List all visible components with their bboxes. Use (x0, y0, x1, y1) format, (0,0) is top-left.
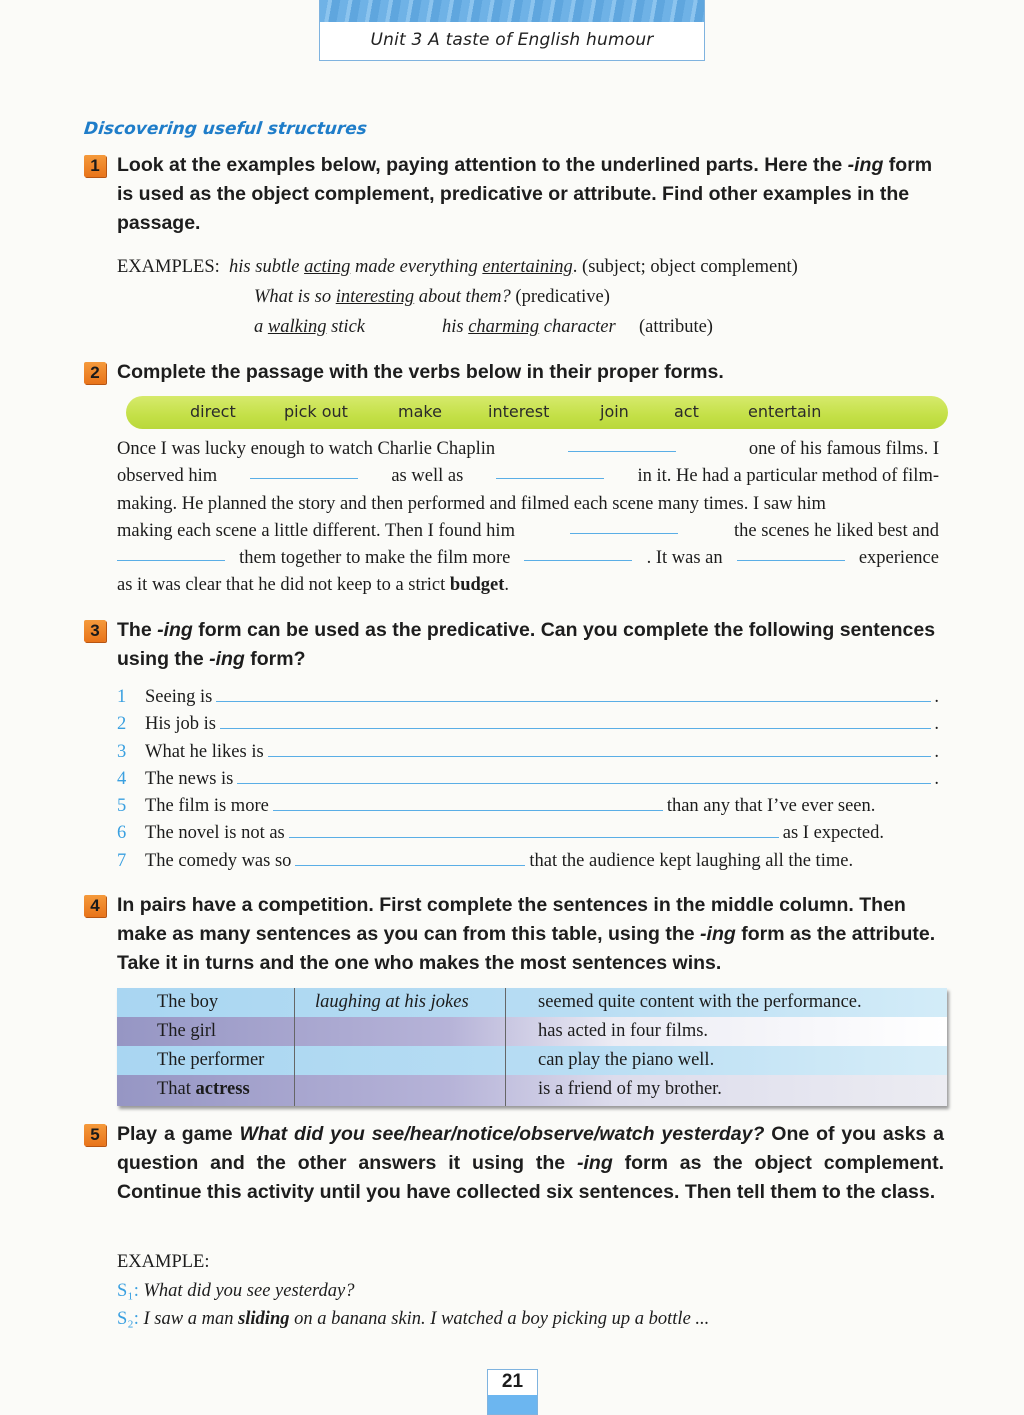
speaker-label: S₂: (117, 1309, 139, 1329)
verb-item: interest (488, 402, 550, 421)
bold-word: budget (449, 575, 505, 596)
example-label: EXAMPLE: (117, 1252, 210, 1272)
passage-line: making each scene a little different. Then I found him the scenes he liked best and (117, 518, 939, 545)
speaker-label: S₁: (117, 1280, 139, 1301)
blank-field[interactable] (568, 436, 676, 452)
column-divider (294, 988, 295, 1106)
sentence-number: 3 (117, 741, 127, 762)
task-number-badge: 1 (84, 155, 106, 177)
verb-item: join (600, 402, 629, 421)
verb-item: make (398, 402, 442, 421)
blank-field[interactable] (295, 848, 525, 866)
examples-label: EXAMPLES: (117, 257, 220, 277)
table-cell-predicate: seemed quite content with the performance. (538, 992, 862, 1012)
sentence-number: 4 (117, 768, 127, 789)
table-row (117, 1075, 947, 1106)
table-row (117, 988, 947, 1017)
passage-line: observed him as well as in it. He had a particular method of film- (117, 463, 939, 490)
blank-field[interactable] (117, 545, 225, 561)
task-number-badge: 4 (84, 895, 106, 917)
instruction-text: Look at the examples below, paying attention to the underlined parts. Here the (117, 154, 848, 176)
sentence-item: 4 The news is . (117, 766, 939, 793)
table-cell-subject: The girl (157, 1021, 217, 1041)
passage-line: them together to make the film more . It was an experience (117, 545, 939, 572)
passage-line: making. He planned the story and then performed and filmed each scene many times. I saw him (117, 493, 826, 514)
blank-field[interactable] (570, 518, 678, 534)
unit-header (319, 0, 705, 61)
example-note: (subject; object complement) (577, 257, 798, 277)
table-cell-predicate: has acted in four films. (538, 1021, 709, 1041)
blank-field[interactable] (268, 739, 932, 757)
task-number-badge: 2 (84, 362, 106, 384)
example-row (254, 282, 798, 312)
task-instruction: The -ing form can be used as the predicative. Can you complete the following sentences using the -ing form? (117, 619, 936, 670)
sentence-item: 2 His job is . (117, 711, 939, 738)
blank-field[interactable] (737, 545, 845, 561)
blank-field[interactable] (273, 793, 663, 811)
passage-line: as it was clear that he did not keep to a strict budget. (117, 575, 510, 596)
blank-field[interactable] (289, 820, 779, 838)
task-instruction (117, 151, 944, 238)
sentence-list (117, 684, 939, 875)
example-dialogue (117, 1248, 709, 1334)
example-row (254, 312, 798, 342)
sentence-item: 7 The comedy was so that the audience kept laughing all the time. (117, 848, 939, 875)
table-cell-subject: The performer (157, 1050, 265, 1070)
sentence-item: 6 The novel is not as as I expected. (117, 820, 939, 847)
task-instruction: Complete the passage with the verbs below in their proper forms. (117, 361, 724, 383)
dialogue-line: S₁: What did you see yesterday? (117, 1280, 355, 1301)
instruction-text: form is used as the object complement, predicative or attribute. Find other examples in the passage. (117, 154, 933, 234)
verb-item: entertain (748, 402, 822, 421)
sentence-item: 5 The film is more than any that I’ve ever seen. (117, 793, 939, 820)
page-number (487, 1369, 538, 1415)
task-4 (84, 891, 944, 978)
table-cell-subject: The boy (157, 992, 219, 1012)
example-note: (attribute) (639, 317, 713, 337)
unit-title: Unit 3 A taste of English humour (370, 30, 654, 50)
task-1 (84, 151, 944, 238)
examples-block (117, 252, 798, 342)
example-text: his charming character (442, 317, 616, 337)
table-row (117, 1017, 947, 1046)
blank-field[interactable] (250, 463, 358, 479)
task-2 (84, 358, 944, 387)
page-number-text: 21 (501, 1371, 524, 1392)
verb-box (126, 396, 948, 429)
header-water-image (320, 0, 704, 22)
table-row (117, 1046, 947, 1075)
verb-item: pick out (284, 402, 348, 421)
page-number-tab (488, 1395, 537, 1414)
blank-field[interactable] (524, 545, 632, 561)
task-instruction: Play a game What did you see/hear/notice/observe/watch yesterday? One of you asks a question and the other answers it using the -ing form as the object complement. Continue this activity until you have collected six sentences. Then tell them to the class. (117, 1123, 945, 1203)
sentence-item: 1 Seeing is . (117, 684, 939, 711)
blank-field[interactable] (220, 711, 931, 729)
instruction-ing: -ing (847, 154, 884, 176)
example-note: (predicative) (510, 287, 610, 307)
table-cell-predicate: is a friend of my brother. (538, 1079, 722, 1099)
example-text: a walking stick (254, 317, 365, 337)
sentence-number: 6 (117, 823, 127, 844)
blank-field[interactable] (216, 684, 931, 702)
section-title: Discovering useful structures (82, 119, 368, 139)
verb-item: direct (190, 402, 236, 421)
example-text: What is so interesting about them? (254, 287, 511, 307)
passage (117, 436, 939, 600)
table-cell-middle[interactable]: laughing at his jokes (315, 992, 469, 1012)
table-cell-predicate: can play the piano well. (538, 1050, 715, 1070)
blank-field[interactable] (237, 766, 931, 784)
example-text: his subtle acting made everything entertaining (229, 257, 573, 277)
sentence-item: 3 What he likes is . (117, 739, 939, 766)
passage-line: Once I was lucky enough to watch Charlie Chaplin one of his famous films. I (117, 436, 939, 463)
task-3 (84, 616, 944, 674)
sentence-number: 1 (117, 687, 127, 707)
table-cell-subject: That actress (157, 1079, 250, 1099)
verb-item: act (674, 402, 699, 421)
sentence-table (117, 988, 947, 1106)
task-instruction: In pairs have a competition. First complete the sentences in the middle column. Then make as many sentences as you can from this table, using the -ing form as the attribute. Take it in turns and the one who makes the most sentences wins. (117, 894, 936, 974)
column-divider (505, 988, 506, 1106)
task-5 (84, 1120, 944, 1207)
example-row: EXAMPLES: his subtle acting made everything entertaining. (subject; object complement) (117, 257, 798, 277)
task-number-badge: 5 (84, 1124, 106, 1146)
sentence-number: 7 (117, 850, 127, 871)
blank-field[interactable] (496, 463, 604, 479)
dialogue-line: S₂: I saw a man sliding on a banana skin. I watched a boy picking up a bottle ... (117, 1309, 710, 1329)
sentence-number: 5 (117, 796, 127, 817)
sentence-number: 2 (117, 714, 127, 735)
task-number-badge: 3 (84, 620, 106, 642)
